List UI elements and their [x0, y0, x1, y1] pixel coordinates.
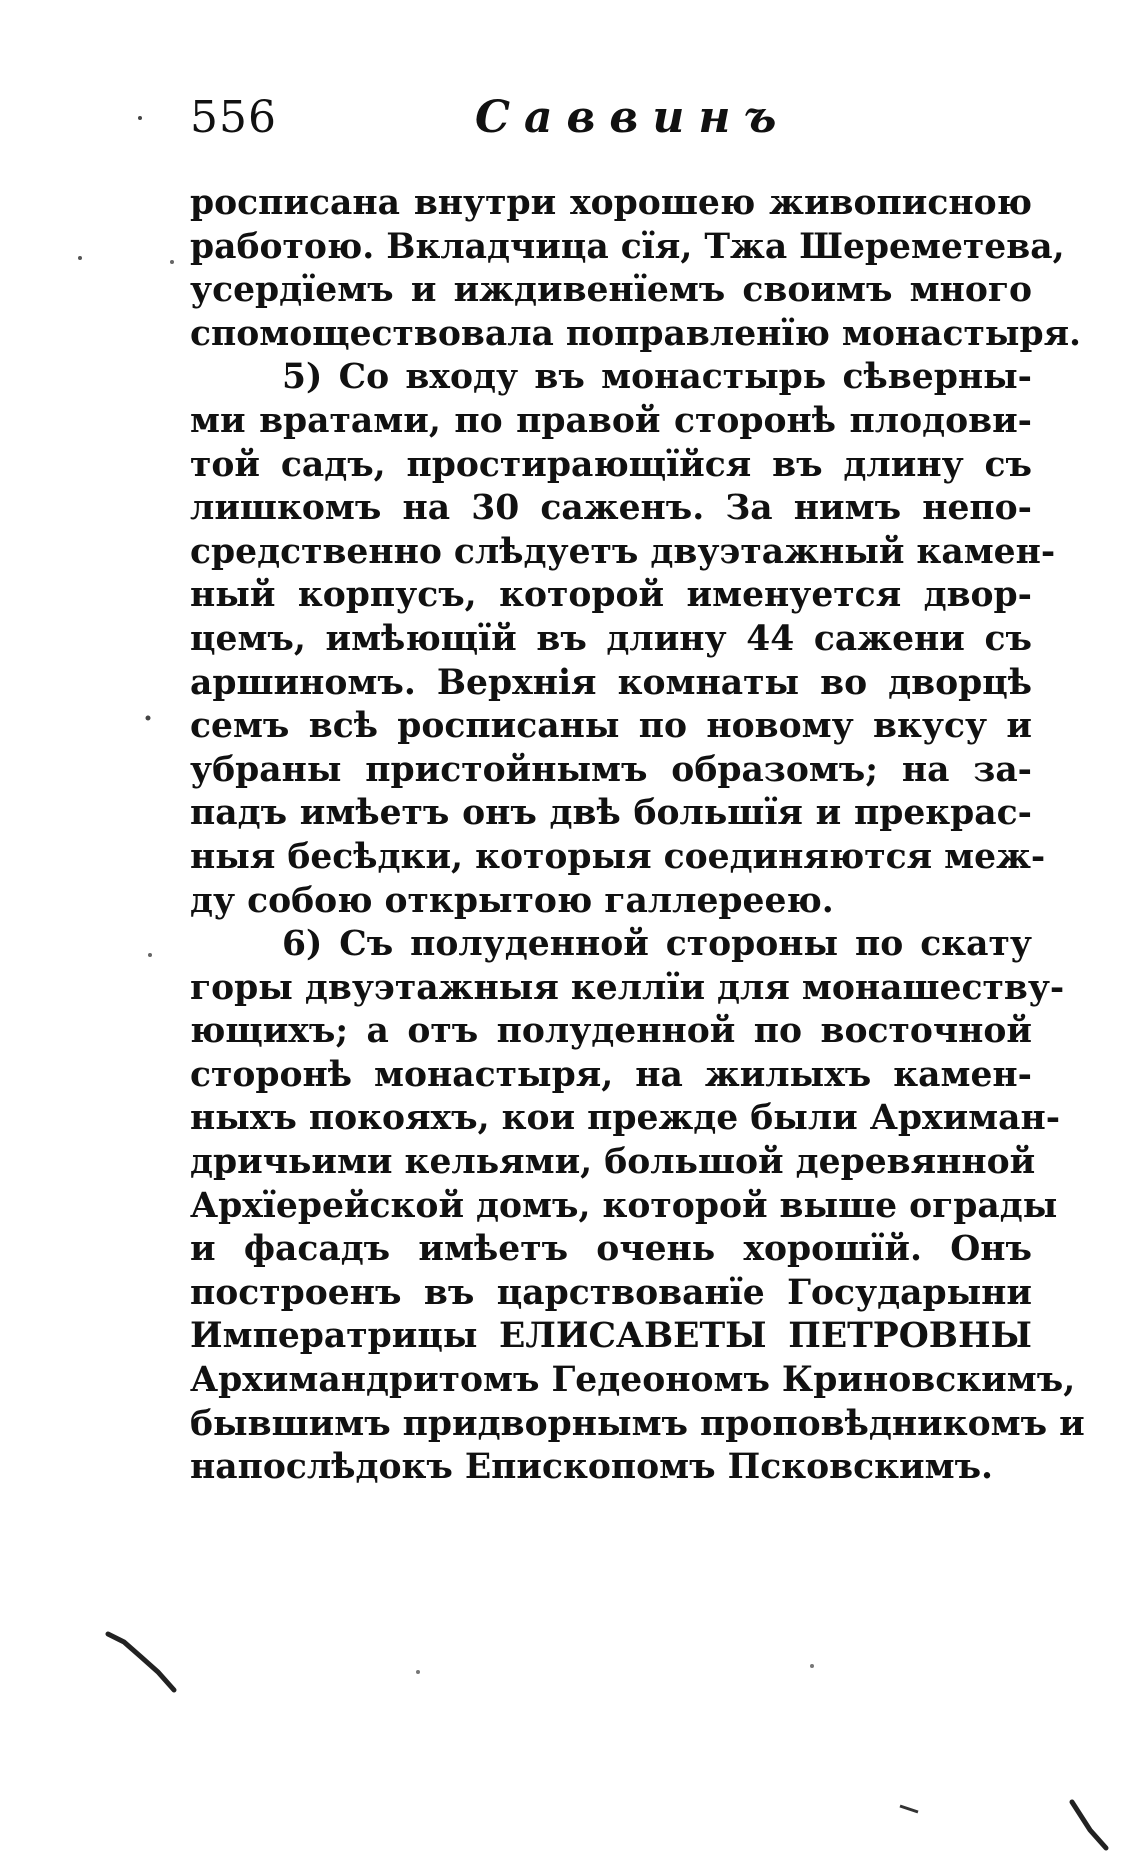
text-line: той садъ, простирающїйся въ длину съ	[190, 444, 1032, 485]
text-line: падъ имѣетъ онъ двѣ большїя и прекрас-	[190, 793, 1032, 834]
text-line: дричьими кельями, большой деревянной	[190, 1142, 1036, 1183]
text-line: ныя бесѣдки, которыя соединяются меж-	[190, 836, 1046, 877]
page-number: 556	[190, 92, 277, 143]
text-line: 5) Со входу въ монастырь сѣверны-	[282, 357, 1032, 398]
text-line: усердїемъ и иждивенїемъ своимъ много	[190, 270, 1032, 311]
text-line: цемъ, имѣющїй въ длину 44 сажени съ	[190, 618, 1032, 659]
text-line: напослѣдокъ Епископомъ Псковскимъ.	[190, 1447, 994, 1488]
text-line: семъ всѣ росписаны по новому вкусу и	[190, 706, 1032, 747]
text-line: Архїерейской домъ, которой выше ограды	[190, 1185, 1058, 1226]
text-line: работою. Вкладчица сїя, Тжа Шереметева,	[190, 226, 1065, 267]
text-line: Императрицы ЕЛИСАВЕТЫ ПЕТРОВНЫ	[190, 1316, 1032, 1357]
text-line: сторонѣ монастыря, на жилыхъ камен-	[190, 1054, 1032, 1095]
text-line: аршиномъ. Верхнія комнаты во дворцѣ	[190, 662, 1032, 703]
text-line: ный корпусъ, которой именуется двор-	[190, 575, 1032, 616]
text-line: ющихъ; а отъ полуденной по восточной	[190, 1011, 1032, 1052]
text-line: горы двуэтажныя келлїи для монашеству-	[190, 967, 1065, 1008]
running-head: Саввинъ	[475, 92, 791, 143]
text-line: спомоществовала поправленїю монастыря.	[190, 313, 1082, 354]
text-line: бывшимъ придворнымъ проповѣдникомъ и	[190, 1403, 1085, 1444]
text-line: лишкомъ на 30 саженъ. За нимъ непо-	[190, 488, 1032, 529]
text-line: росписана внутри хорошею живописною	[190, 183, 1032, 223]
text-line: ми вратами, по правой сторонѣ плодови-	[190, 400, 1032, 441]
text-line: Архимандритомъ Гедеономъ Криновскимъ,	[190, 1360, 1076, 1401]
text-line: средственно слѣдуетъ двуэтажный камен-	[190, 531, 1056, 572]
body-text	[190, 182, 1085, 1490]
text-line: и фасадъ имѣетъ очень хорошїй. Онъ	[190, 1229, 1032, 1270]
text-line: построенъ въ царствованїе Государыни	[190, 1272, 1032, 1313]
text-line: 6) Съ полуденной стороны по скату	[282, 924, 1032, 965]
text-line: ду собою открытою галлереею.	[190, 880, 834, 921]
text-line: ныхъ покояхъ, кои прежде были Архиман-	[190, 1098, 1061, 1139]
page-header	[190, 88, 1050, 148]
text-line: убраны пристойнымъ образомъ; на за-	[190, 749, 1032, 790]
